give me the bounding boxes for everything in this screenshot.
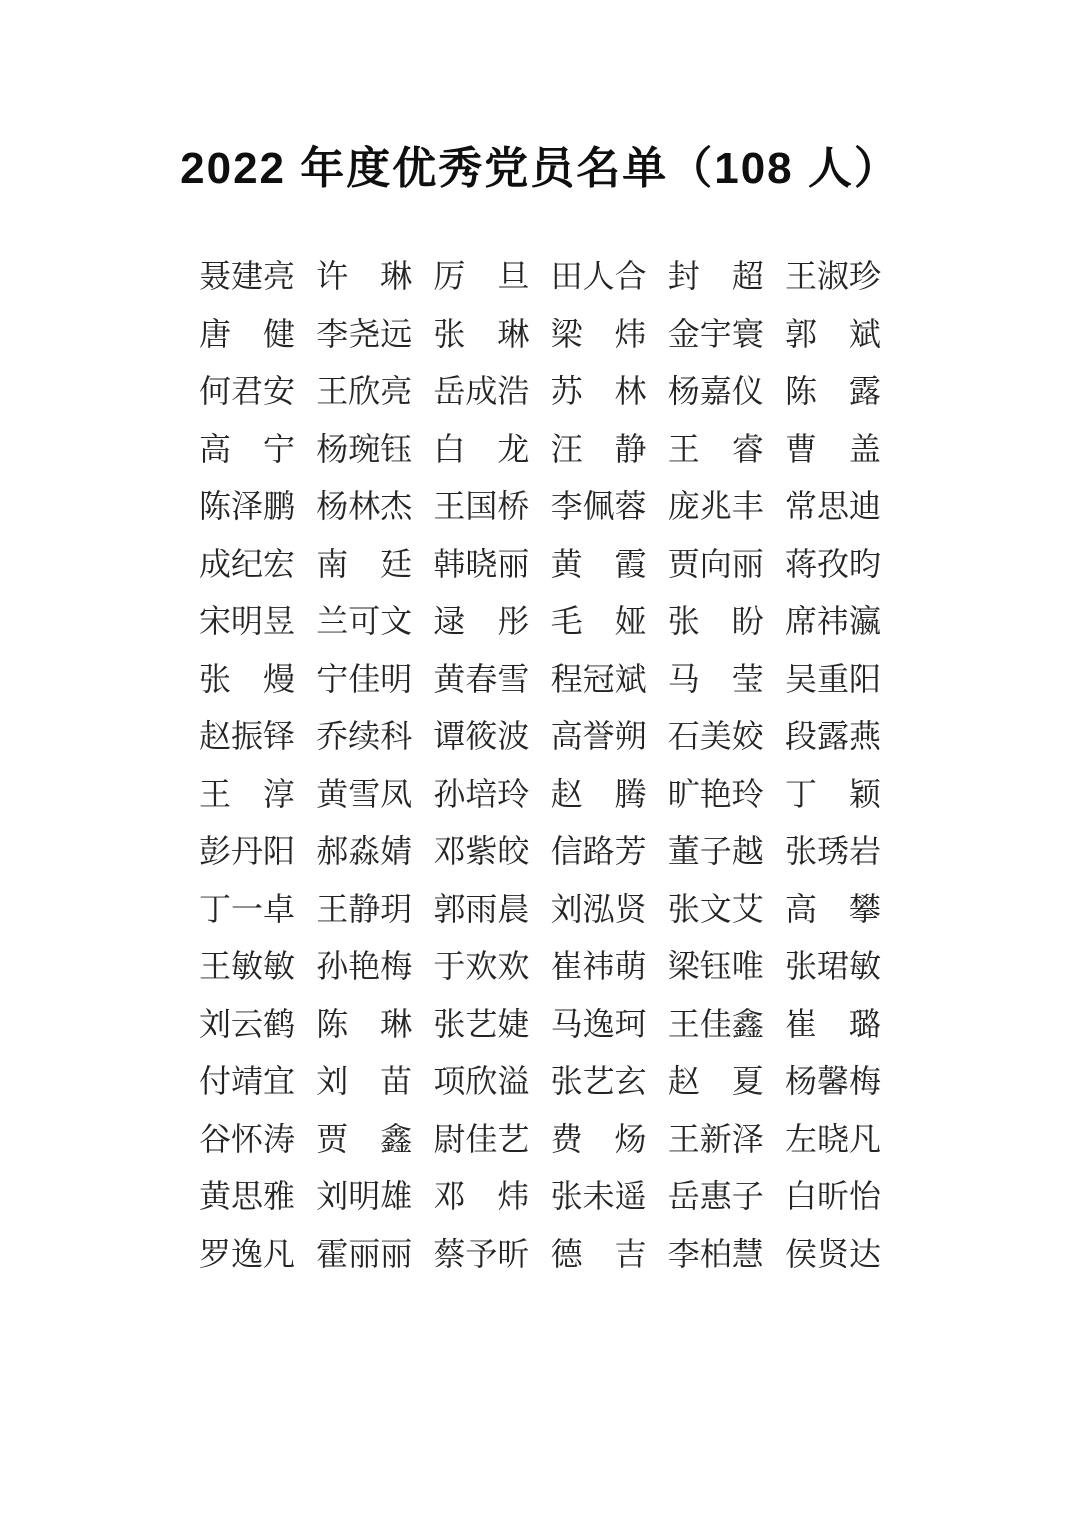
member-name: 信路芳 xyxy=(550,833,647,870)
member-name: 成纪宏 xyxy=(199,545,296,582)
member-name: 王淑珍 xyxy=(784,258,881,295)
member-name: 德吉 xyxy=(550,1235,647,1272)
member-name: 陈露 xyxy=(784,373,881,410)
name-row xyxy=(199,1053,881,1111)
member-name: 韩晓丽 xyxy=(433,545,530,582)
name-row xyxy=(199,1226,881,1284)
member-name: 张琇岩 xyxy=(784,833,881,870)
member-name: 白昕怡 xyxy=(784,1178,881,1215)
member-name: 王敏敏 xyxy=(199,948,296,985)
member-name: 付靖宜 xyxy=(199,1063,296,1100)
member-name: 董子越 xyxy=(667,833,764,870)
member-name: 高攀 xyxy=(784,890,881,927)
member-name: 霍丽丽 xyxy=(316,1235,413,1272)
member-name: 金宇寰 xyxy=(667,315,764,352)
name-row xyxy=(199,766,881,824)
member-name: 李柏慧 xyxy=(667,1235,764,1272)
member-name: 贾向丽 xyxy=(667,545,764,582)
member-name: 杨林杰 xyxy=(316,488,413,525)
member-name: 程冠斌 xyxy=(550,660,647,697)
member-name: 陈琳 xyxy=(316,1005,413,1042)
member-name: 蒋孜昀 xyxy=(784,545,881,582)
member-name: 邓炜 xyxy=(433,1178,530,1215)
member-name: 段露燕 xyxy=(784,718,881,755)
member-name: 岳惠子 xyxy=(667,1178,764,1215)
member-name: 郭雨晨 xyxy=(433,890,530,927)
member-name: 赵腾 xyxy=(550,775,647,812)
names-grid xyxy=(199,248,881,1283)
name-row xyxy=(199,651,881,709)
name-row xyxy=(199,536,881,594)
name-row xyxy=(199,306,881,364)
member-name: 李佩蓉 xyxy=(550,488,647,525)
member-name: 郝淼婧 xyxy=(316,833,413,870)
member-name: 杨琬钰 xyxy=(316,430,413,467)
member-name: 黄雪凤 xyxy=(316,775,413,812)
member-name: 张未遥 xyxy=(550,1178,647,1215)
member-name: 南廷 xyxy=(316,545,413,582)
member-name: 王佳鑫 xyxy=(667,1005,764,1042)
name-row xyxy=(199,248,881,306)
member-name: 刘明雄 xyxy=(316,1178,413,1215)
member-name: 曹盖 xyxy=(784,430,881,467)
member-name: 逯彤 xyxy=(433,603,530,640)
member-name: 马逸珂 xyxy=(550,1005,647,1042)
name-row xyxy=(199,708,881,766)
member-name: 彭丹阳 xyxy=(199,833,296,870)
member-name: 左晓凡 xyxy=(784,1120,881,1157)
member-name: 庞兆丰 xyxy=(667,488,764,525)
member-name: 梁钰唯 xyxy=(667,948,764,985)
member-name: 聂建亮 xyxy=(199,258,296,295)
member-name: 黄霞 xyxy=(550,545,647,582)
member-name: 何君安 xyxy=(199,373,296,410)
member-name: 席祎瀛 xyxy=(784,603,881,640)
member-name: 张艺玄 xyxy=(550,1063,647,1100)
member-name: 杨嘉仪 xyxy=(667,373,764,410)
member-name: 杨馨梅 xyxy=(784,1063,881,1100)
member-name: 厉旦 xyxy=(433,258,530,295)
member-name: 王新泽 xyxy=(667,1120,764,1157)
member-name: 王淳 xyxy=(199,775,295,812)
member-name: 黄春雪 xyxy=(433,660,530,697)
member-name: 张艺婕 xyxy=(433,1005,530,1042)
member-name: 项欣溢 xyxy=(433,1063,530,1100)
member-name: 张盼 xyxy=(667,603,764,640)
member-name: 刘云鹤 xyxy=(199,1005,296,1042)
member-name: 宋明昱 xyxy=(199,603,296,640)
member-name: 蔡予昕 xyxy=(433,1235,530,1272)
member-name: 张文艾 xyxy=(667,890,764,927)
name-row xyxy=(199,593,881,651)
member-name: 宁佳明 xyxy=(316,660,413,697)
member-name: 旷艳玲 xyxy=(667,775,764,812)
member-name: 张琳 xyxy=(433,315,530,352)
member-name: 尉佳艺 xyxy=(433,1120,530,1157)
name-row xyxy=(199,996,881,1054)
member-name: 陈泽鹏 xyxy=(199,488,296,525)
page-title: 2022 年度优秀党员名单（108 人） xyxy=(180,144,900,193)
member-name: 张珺敏 xyxy=(784,948,881,985)
name-row xyxy=(199,1168,881,1226)
member-name: 马莹 xyxy=(667,660,764,697)
member-name: 乔续科 xyxy=(316,718,413,755)
member-name: 毛娅 xyxy=(550,603,647,640)
member-name: 岳成浩 xyxy=(433,373,530,410)
member-name: 罗逸凡 xyxy=(199,1235,296,1272)
member-name: 崔璐 xyxy=(784,1005,881,1042)
member-name: 汪静 xyxy=(550,430,647,467)
member-name: 谭筱波 xyxy=(433,718,530,755)
name-row xyxy=(199,881,881,939)
member-name: 高宁 xyxy=(199,430,295,467)
member-name: 封超 xyxy=(667,258,764,295)
member-name: 石美姣 xyxy=(667,718,764,755)
member-name: 于欢欢 xyxy=(433,948,530,985)
member-name: 丁一卓 xyxy=(199,890,296,927)
member-name: 费炀 xyxy=(550,1120,647,1157)
member-name: 贾鑫 xyxy=(316,1120,413,1157)
member-name: 谷怀涛 xyxy=(199,1120,296,1157)
member-name: 王国桥 xyxy=(433,488,530,525)
member-name: 吴重阳 xyxy=(784,660,881,697)
member-name: 邓紫皎 xyxy=(433,833,530,870)
name-row xyxy=(199,938,881,996)
name-row xyxy=(199,823,881,881)
member-name: 孙培玲 xyxy=(433,775,530,812)
member-name: 刘苗 xyxy=(316,1063,413,1100)
member-name: 许琳 xyxy=(316,258,413,295)
member-name: 兰可文 xyxy=(316,603,413,640)
member-name: 郭斌 xyxy=(784,315,881,352)
member-name: 丁颖 xyxy=(784,775,881,812)
member-name: 黄思雅 xyxy=(199,1178,296,1215)
member-name: 赵振铎 xyxy=(199,718,296,755)
name-row xyxy=(199,421,881,479)
member-name: 张熳 xyxy=(199,660,295,697)
member-name: 王欣亮 xyxy=(316,373,413,410)
member-name: 李尧远 xyxy=(316,315,413,352)
member-name: 梁炜 xyxy=(550,315,647,352)
member-name: 高誉朔 xyxy=(550,718,647,755)
member-name: 苏林 xyxy=(550,373,647,410)
member-name: 唐健 xyxy=(199,315,295,352)
member-name: 田人合 xyxy=(550,258,647,295)
member-name: 崔祎萌 xyxy=(550,948,647,985)
name-row xyxy=(199,478,881,536)
member-name: 白龙 xyxy=(433,430,530,467)
name-row xyxy=(199,1111,881,1169)
member-name: 常思迪 xyxy=(784,488,881,525)
member-name: 刘泓贤 xyxy=(550,890,647,927)
member-name: 侯贤达 xyxy=(784,1235,881,1272)
member-name: 王静玥 xyxy=(316,890,413,927)
member-name: 孙艳梅 xyxy=(316,948,413,985)
member-name: 赵夏 xyxy=(667,1063,764,1100)
member-name: 王睿 xyxy=(667,430,764,467)
name-row xyxy=(199,363,881,421)
